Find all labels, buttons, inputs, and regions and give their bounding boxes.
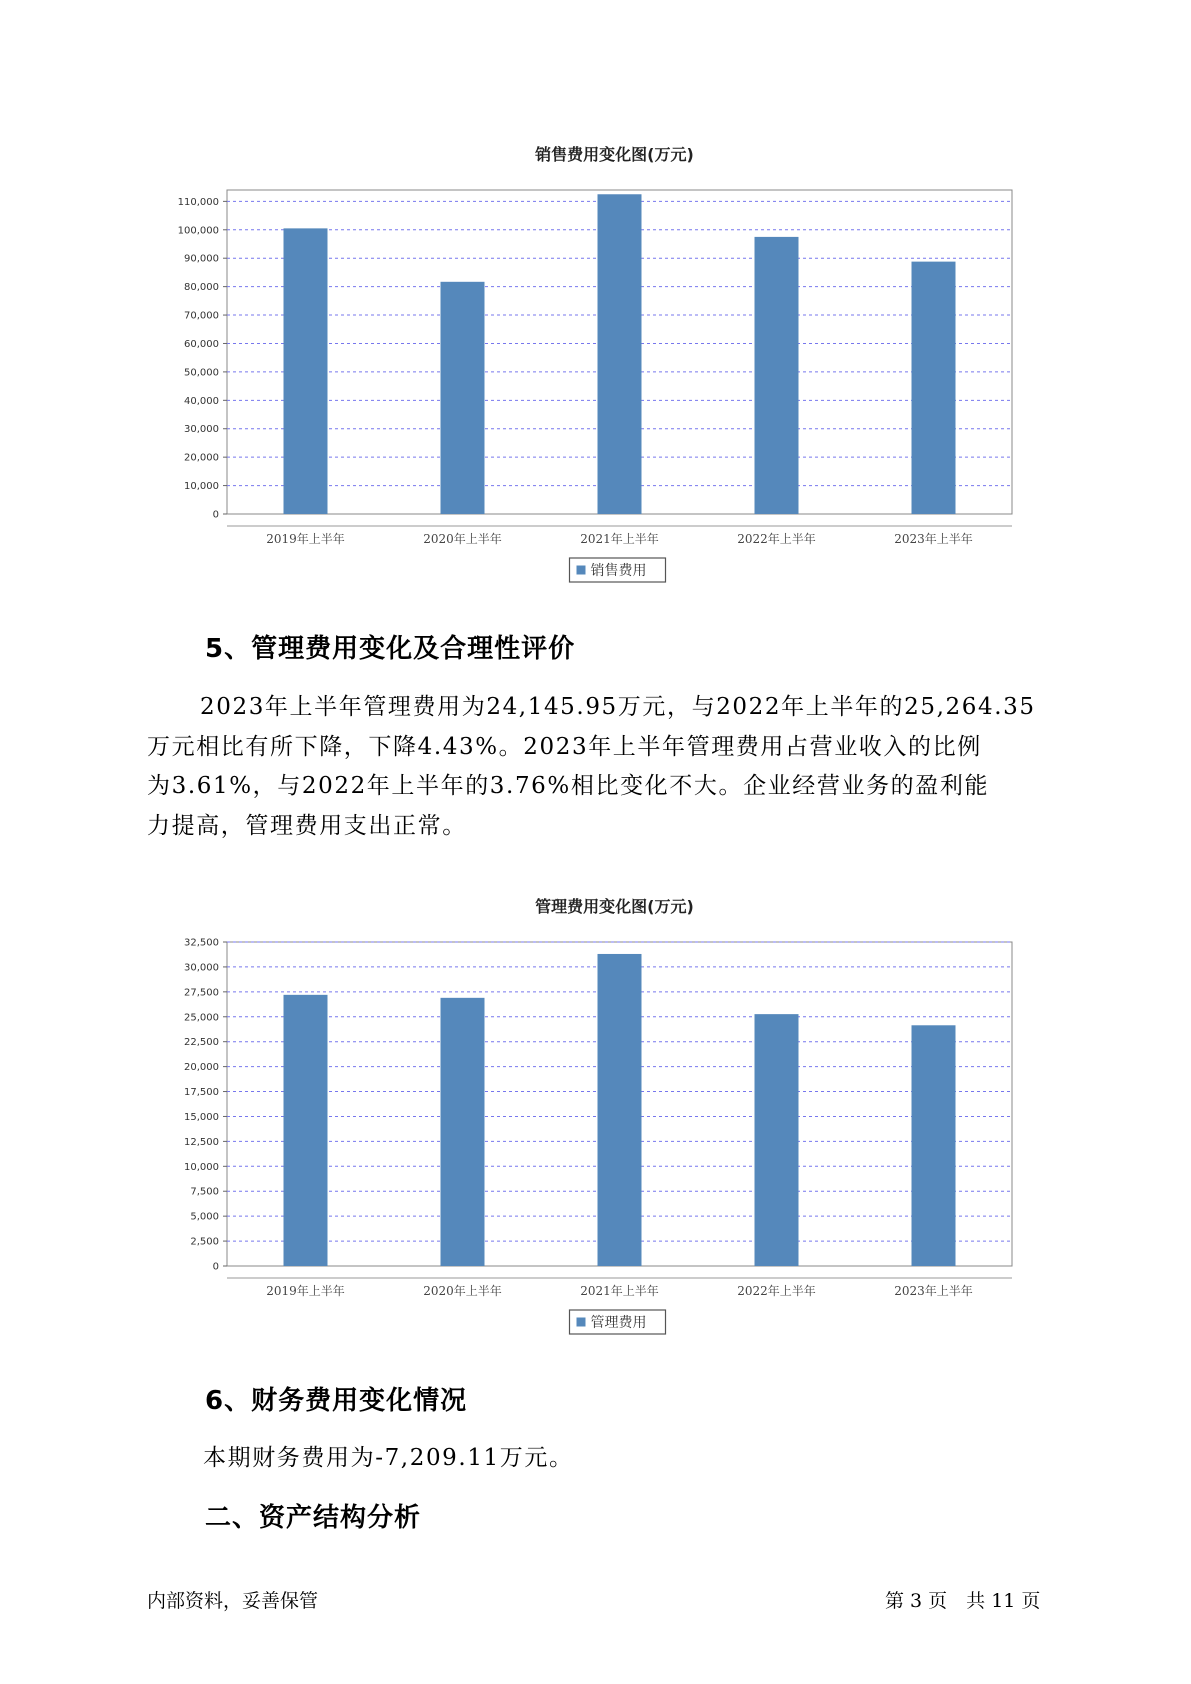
paragraph-line: 为3.61%，与2022年上半年的3.76%相比变化不大。企业经营业务的盈利能 [147, 773, 990, 799]
legend-swatch [577, 566, 586, 575]
paragraph-line: 力提高，管理费用支出正常。 [147, 812, 467, 839]
admin-expense-chart-svg [0, 882, 1191, 1331]
y-tick-label: 70,000 [184, 310, 219, 322]
legend-swatch [577, 1318, 586, 1327]
y-tick-label: 5,000 [190, 1211, 219, 1223]
bar [755, 237, 799, 514]
bar [912, 262, 956, 514]
y-tick-label: 15,000 [184, 1111, 219, 1123]
section-6-text: 本期财务费用为-7,209.11万元。 [203, 1445, 574, 1471]
footer-left: 内部资料，妥善保管 [147, 1590, 319, 1612]
bar [441, 282, 485, 514]
y-tick-label: 0 [212, 509, 219, 521]
legend-label: 销售费用 [590, 563, 647, 579]
y-tick-label: 30,000 [184, 424, 219, 436]
section-two-heading: 二、资产结构分析 [205, 1503, 422, 1533]
chart-title: 销售费用变化图(万元) [535, 145, 694, 164]
y-tick-label: 60,000 [184, 338, 219, 350]
y-tick-label: 17,500 [184, 1087, 219, 1099]
y-tick-label: 32,500 [184, 937, 219, 949]
y-tick-label: 20,000 [184, 1062, 219, 1074]
x-category-label: 2019年上半年 [266, 1284, 345, 1298]
bar [912, 1025, 956, 1266]
section-5-heading: 5、管理费用变化及合理性评价 [205, 634, 576, 664]
x-category-label: 2023年上半年 [894, 1284, 973, 1298]
y-tick-label: 110,000 [177, 196, 219, 208]
legend-label: 管理费用 [590, 1315, 647, 1331]
bar [598, 194, 642, 514]
x-category-label: 2021年上半年 [580, 532, 659, 546]
y-tick-label: 100,000 [177, 225, 219, 237]
y-tick-label: 50,000 [184, 367, 219, 379]
y-tick-label: 12,500 [184, 1136, 219, 1148]
y-tick-label: 25,000 [184, 1012, 219, 1024]
y-tick-label: 80,000 [184, 282, 219, 294]
y-tick-label: 30,000 [184, 962, 219, 974]
x-category-label: 2021年上半年 [580, 1284, 659, 1298]
section-6-heading: 6、财务费用变化情况 [205, 1386, 468, 1416]
bar [284, 228, 328, 514]
y-tick-label: 0 [212, 1261, 219, 1273]
paragraph-line: 2023年上半年管理费用为24,145.95万元，与2022年上半年的25,264.35 [200, 694, 1036, 720]
bar [284, 995, 328, 1266]
x-category-label: 2023年上半年 [894, 532, 973, 546]
y-tick-label: 7,500 [190, 1186, 219, 1198]
bar [598, 954, 642, 1266]
paragraph-line: 万元相比有所下降，下降4.43%。2023年上半年管理费用占营业收入的比例 [147, 733, 982, 760]
x-category-label: 2022年上半年 [737, 532, 816, 546]
x-category-label: 2022年上半年 [737, 1284, 816, 1298]
chart-title: 管理费用变化图(万元) [535, 897, 694, 916]
bar [441, 998, 485, 1266]
y-tick-label: 10,000 [184, 481, 219, 493]
x-category-label: 2019年上半年 [266, 532, 345, 546]
y-tick-label: 10,000 [184, 1161, 219, 1173]
footer-page-number: 第 3 页 共 11 页 [885, 1590, 1041, 1612]
bar [755, 1014, 799, 1266]
admin-expense-chart [0, 882, 1191, 1331]
y-tick-label: 90,000 [184, 253, 219, 265]
y-tick-label: 20,000 [184, 452, 219, 464]
x-category-label: 2020年上半年 [423, 1284, 502, 1298]
section-5-paragraph [147, 688, 1077, 846]
y-tick-label: 2,500 [190, 1236, 219, 1248]
y-tick-label: 40,000 [184, 395, 219, 407]
y-tick-label: 22,500 [184, 1037, 219, 1049]
sales-expense-chart-svg [0, 130, 1191, 579]
sales-expense-chart [0, 130, 1191, 579]
y-tick-label: 27,500 [184, 987, 219, 999]
x-category-label: 2020年上半年 [423, 532, 502, 546]
